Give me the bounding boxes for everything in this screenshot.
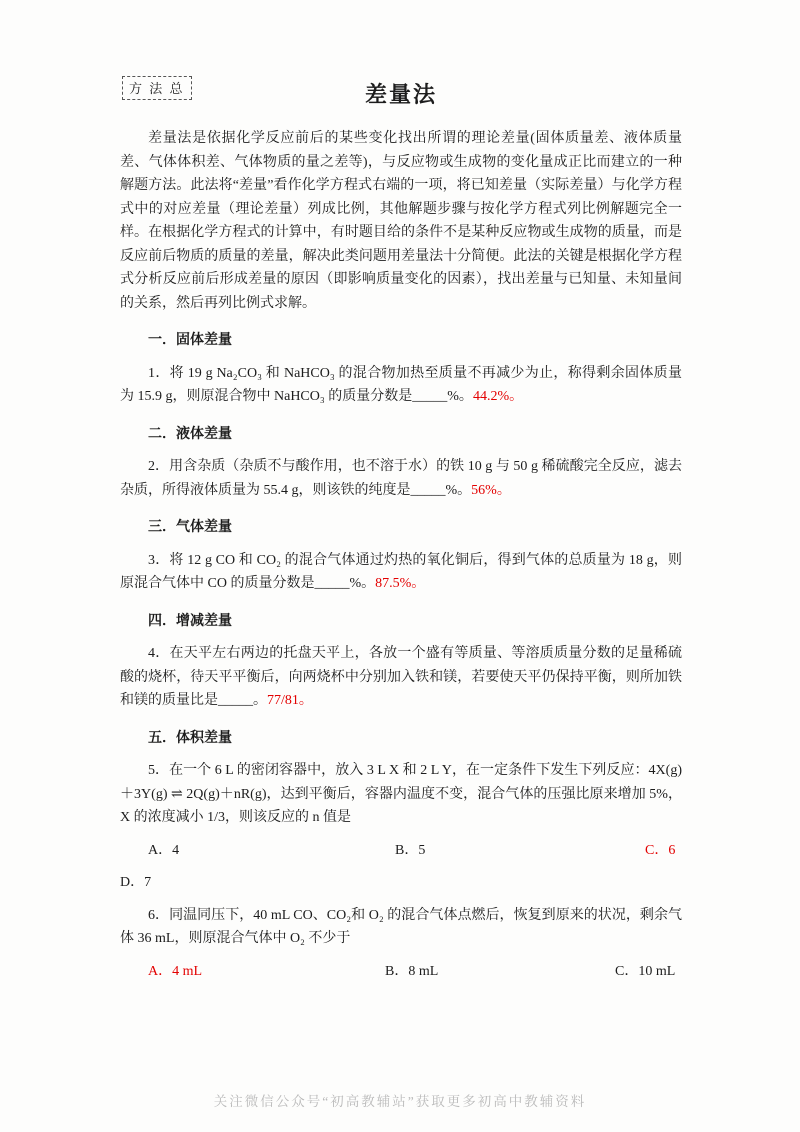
question-6-text: 6．同温同压下，40 mL CO、CO₂和 O₂ 的混合气体点燃后，恢复到原来的状况，剩余气体 36 mL，则原混合气体中 O₂ 不少于 <box>120 907 682 946</box>
q6-option-a: A．4 mL <box>148 963 203 979</box>
section-5-heading: 五．体积差量 <box>148 730 232 746</box>
intro-paragraph: 差量法是依据化学反应前后的某些变化找出所谓的理论差量(固体质量差、液体质量差、气体体积差、气体物质的量之差等)，与反应物或生成物的变化量成正比而建立的一种解题方法。此法将“差量”看作化学方程式右端的一项，将已知差量（实际差量）与化学方程式中的对应差量（理论差量）列成比例，其他解题步骤与按化学方程式列比例解题完全一样。在根据化学方程式的计算中，有时题目给的条件不是某种反应物或生成物的质量，而是反应前后物质的质量的差量，解决此类问题用差量法十分简便。此法的关键是根据化学方程式分析反应前后形成差量的原因（即影响质量变化的因素），找出差量与已知量、未知量间的关系，然后再列比例式求解。 <box>120 131 682 311</box>
q5-option-a: A．4 <box>148 842 180 858</box>
section-3-heading: 三．气体差量 <box>148 520 232 535</box>
question-1 <box>120 362 682 409</box>
q6-option-b: B．8 mL <box>385 963 439 979</box>
question-4-text: 4．在天平左右两边的托盘天平上，各放一个盛有等质量、等溶质质量分数的足量稀硫酸的烧杯，待天平平衡后，向两烧杯中分别加入铁和镁，若要使天平仍保持平衡，则所加铁和镁的质量比是_____。 <box>120 646 682 708</box>
footer-note: 关注微信公众号“初高教辅站”获取更多初高中教辅资料 <box>213 1094 587 1109</box>
question-5 <box>120 759 682 830</box>
section-2-heading: 二．液体差量 <box>148 426 232 442</box>
question-4-answer: 77/81。 <box>267 693 313 708</box>
question-2 <box>120 455 682 502</box>
question-4 <box>120 642 682 713</box>
question-2-text: 2．用含杂质（杂质不与酸作用，也不溶于水）的铁 10 g 与 50 g 稀硫酸完全反应，滤去杂质，所得液体质量为 55.4 g，则该铁的纯度是_____%。 <box>120 459 682 498</box>
section-1-heading: 一．固体差量 <box>148 333 232 348</box>
question-3-answer: 87.5%。 <box>375 576 426 591</box>
section-4-heading: 四．增减差量 <box>148 613 232 629</box>
q5-option-b: B．5 <box>395 842 426 858</box>
question-1-text: 1．将 19 g Na₂CO₃ 和 NaHCO₃ 的混合物加热至质量不再减少为止，称得剩余固体质量为 15.9 g，则原混合物中 NaHCO₃ 的质量分数是_____%。 <box>120 365 682 404</box>
question-6 <box>120 904 682 951</box>
question-2-answer: 56%。 <box>471 482 511 498</box>
q5-option-c: C．6 <box>645 842 676 858</box>
question-1-answer: 44.2%。 <box>472 389 524 404</box>
q5-option-d: D．7 <box>120 875 152 890</box>
page-title: 差量法 <box>364 82 437 107</box>
question-3-text: 3．将 12 g CO 和 CO₂ 的混合气体通过灼热的氧化铜后，得到气体的总质量为 18 g，则原混合气体中 CO 的质量分数是_____%。 <box>120 552 682 591</box>
question-3 <box>120 549 682 596</box>
question-6-options <box>120 960 682 984</box>
question-5-text: 5．在一个 6 L 的密闭容器中，放入 3 L X 和 2 L Y，在一定条件下发生下列反应：4X(g)＋3Y(g) ⇌ 2Q(g)＋nR(g)，达到平衡后，容器内温度不变，混合气体的压强比原来增加 5%，X 的浓度减小 1/3，则该反应的 n 值是 <box>120 763 682 825</box>
page-content <box>120 78 682 983</box>
q6-option-c: C．10 mL <box>615 963 676 979</box>
question-5-options <box>120 839 682 863</box>
method-tag-label: 方 法 总 <box>129 81 185 96</box>
